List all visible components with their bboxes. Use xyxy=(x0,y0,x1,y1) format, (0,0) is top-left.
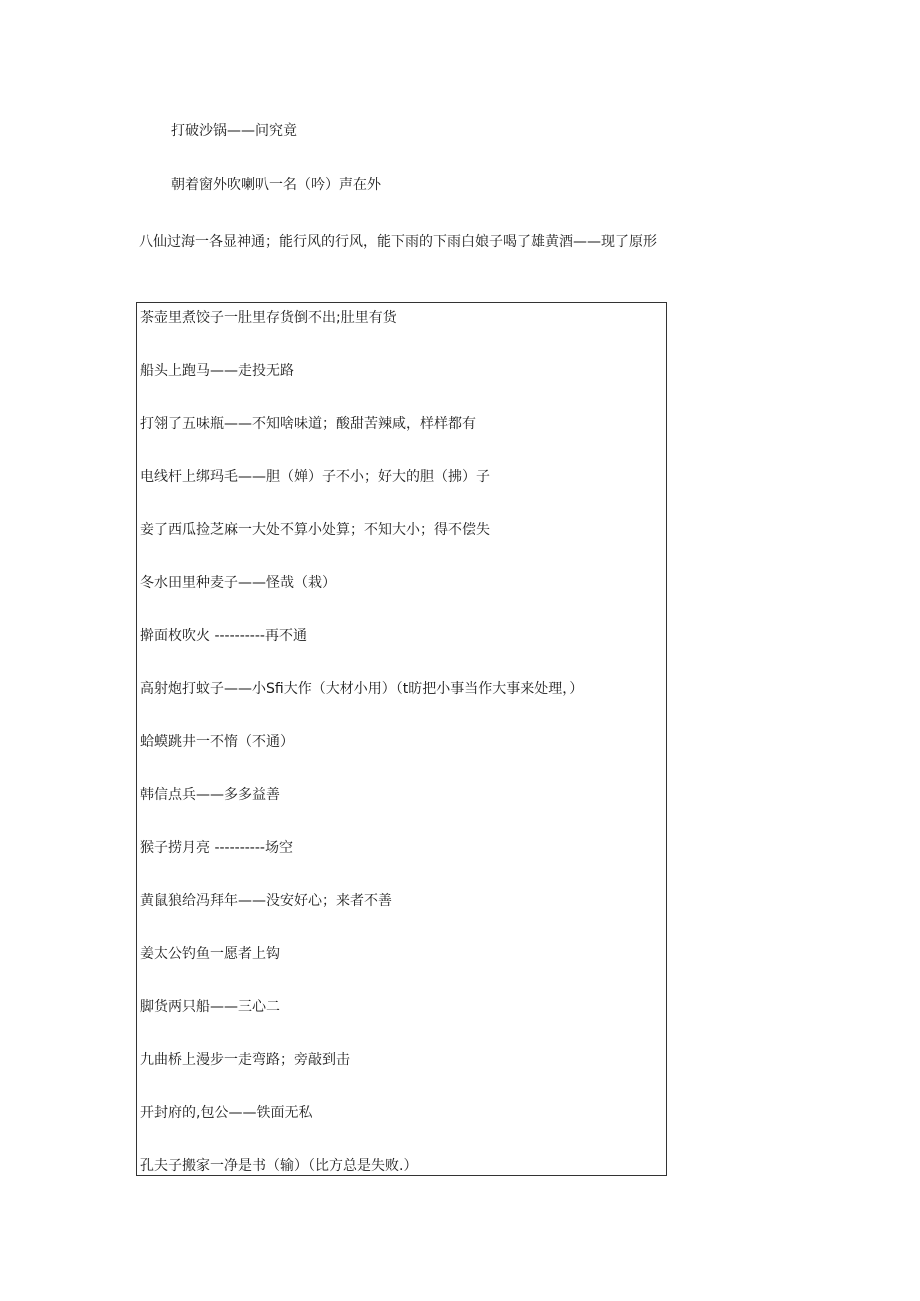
box-row: 猴子捞月亮 ----------场空 xyxy=(140,840,293,856)
box-row: 姜太公钓鱼一愿者上钩 xyxy=(140,946,280,962)
box-row: 冬水田里种麦子——怪哉（栽） xyxy=(140,575,336,591)
box-row: 韩信点兵——多多益善 xyxy=(140,787,280,803)
box-row: 船头上跑马——走投无路 xyxy=(140,363,294,379)
box-row: 孔夫子搬家一净是书（输）（比方总是失败.） xyxy=(140,1158,418,1174)
box-row: 蛤蟆跳井一不惰（不通） xyxy=(140,734,294,750)
box-row: 高射炮打蚊子——小Sfi大作（大材小用）（t昉把小事当作大事来处理，） xyxy=(140,681,584,697)
box-row: 脚货两只船——三心二 xyxy=(140,999,280,1015)
box-row: 电线杆上绑玛毛——胆（婵）子不小；好大的胆（拂）子 xyxy=(140,469,490,485)
box-row: 九曲桥上漫步一走弯路；旁敲到击 xyxy=(140,1052,350,1068)
bordered-text-box xyxy=(136,302,667,1176)
box-row: 擀面枚吹火 ----------再不通 xyxy=(140,628,307,644)
box-row: 妾了西瓜捡芝麻一大处不算小处算；不知大小；得不偿失 xyxy=(140,522,490,538)
intro-line-1: 打破沙锅——问究竟 xyxy=(171,123,297,139)
box-row: 开封府的,包公——铁面无私 xyxy=(140,1105,313,1121)
box-row: 打翎了五味瓶——不知啥味道；酸甜苦辣咸，样样都有 xyxy=(140,416,476,432)
intro-line-2: 朝着窗外吹喇叭一名（吟）声在外 xyxy=(171,177,381,193)
paragraph: 八仙过海一各显神通；能行风的行风，能下雨的下雨白娘子喝了雄黄酒——现了原形 xyxy=(139,234,657,250)
box-row: 黄鼠狼给冯拜年——没安好心；来者不善 xyxy=(140,893,392,909)
box-row: 茶壶里煮饺子一肚里存货倒不出;肚里有货 xyxy=(140,310,397,326)
